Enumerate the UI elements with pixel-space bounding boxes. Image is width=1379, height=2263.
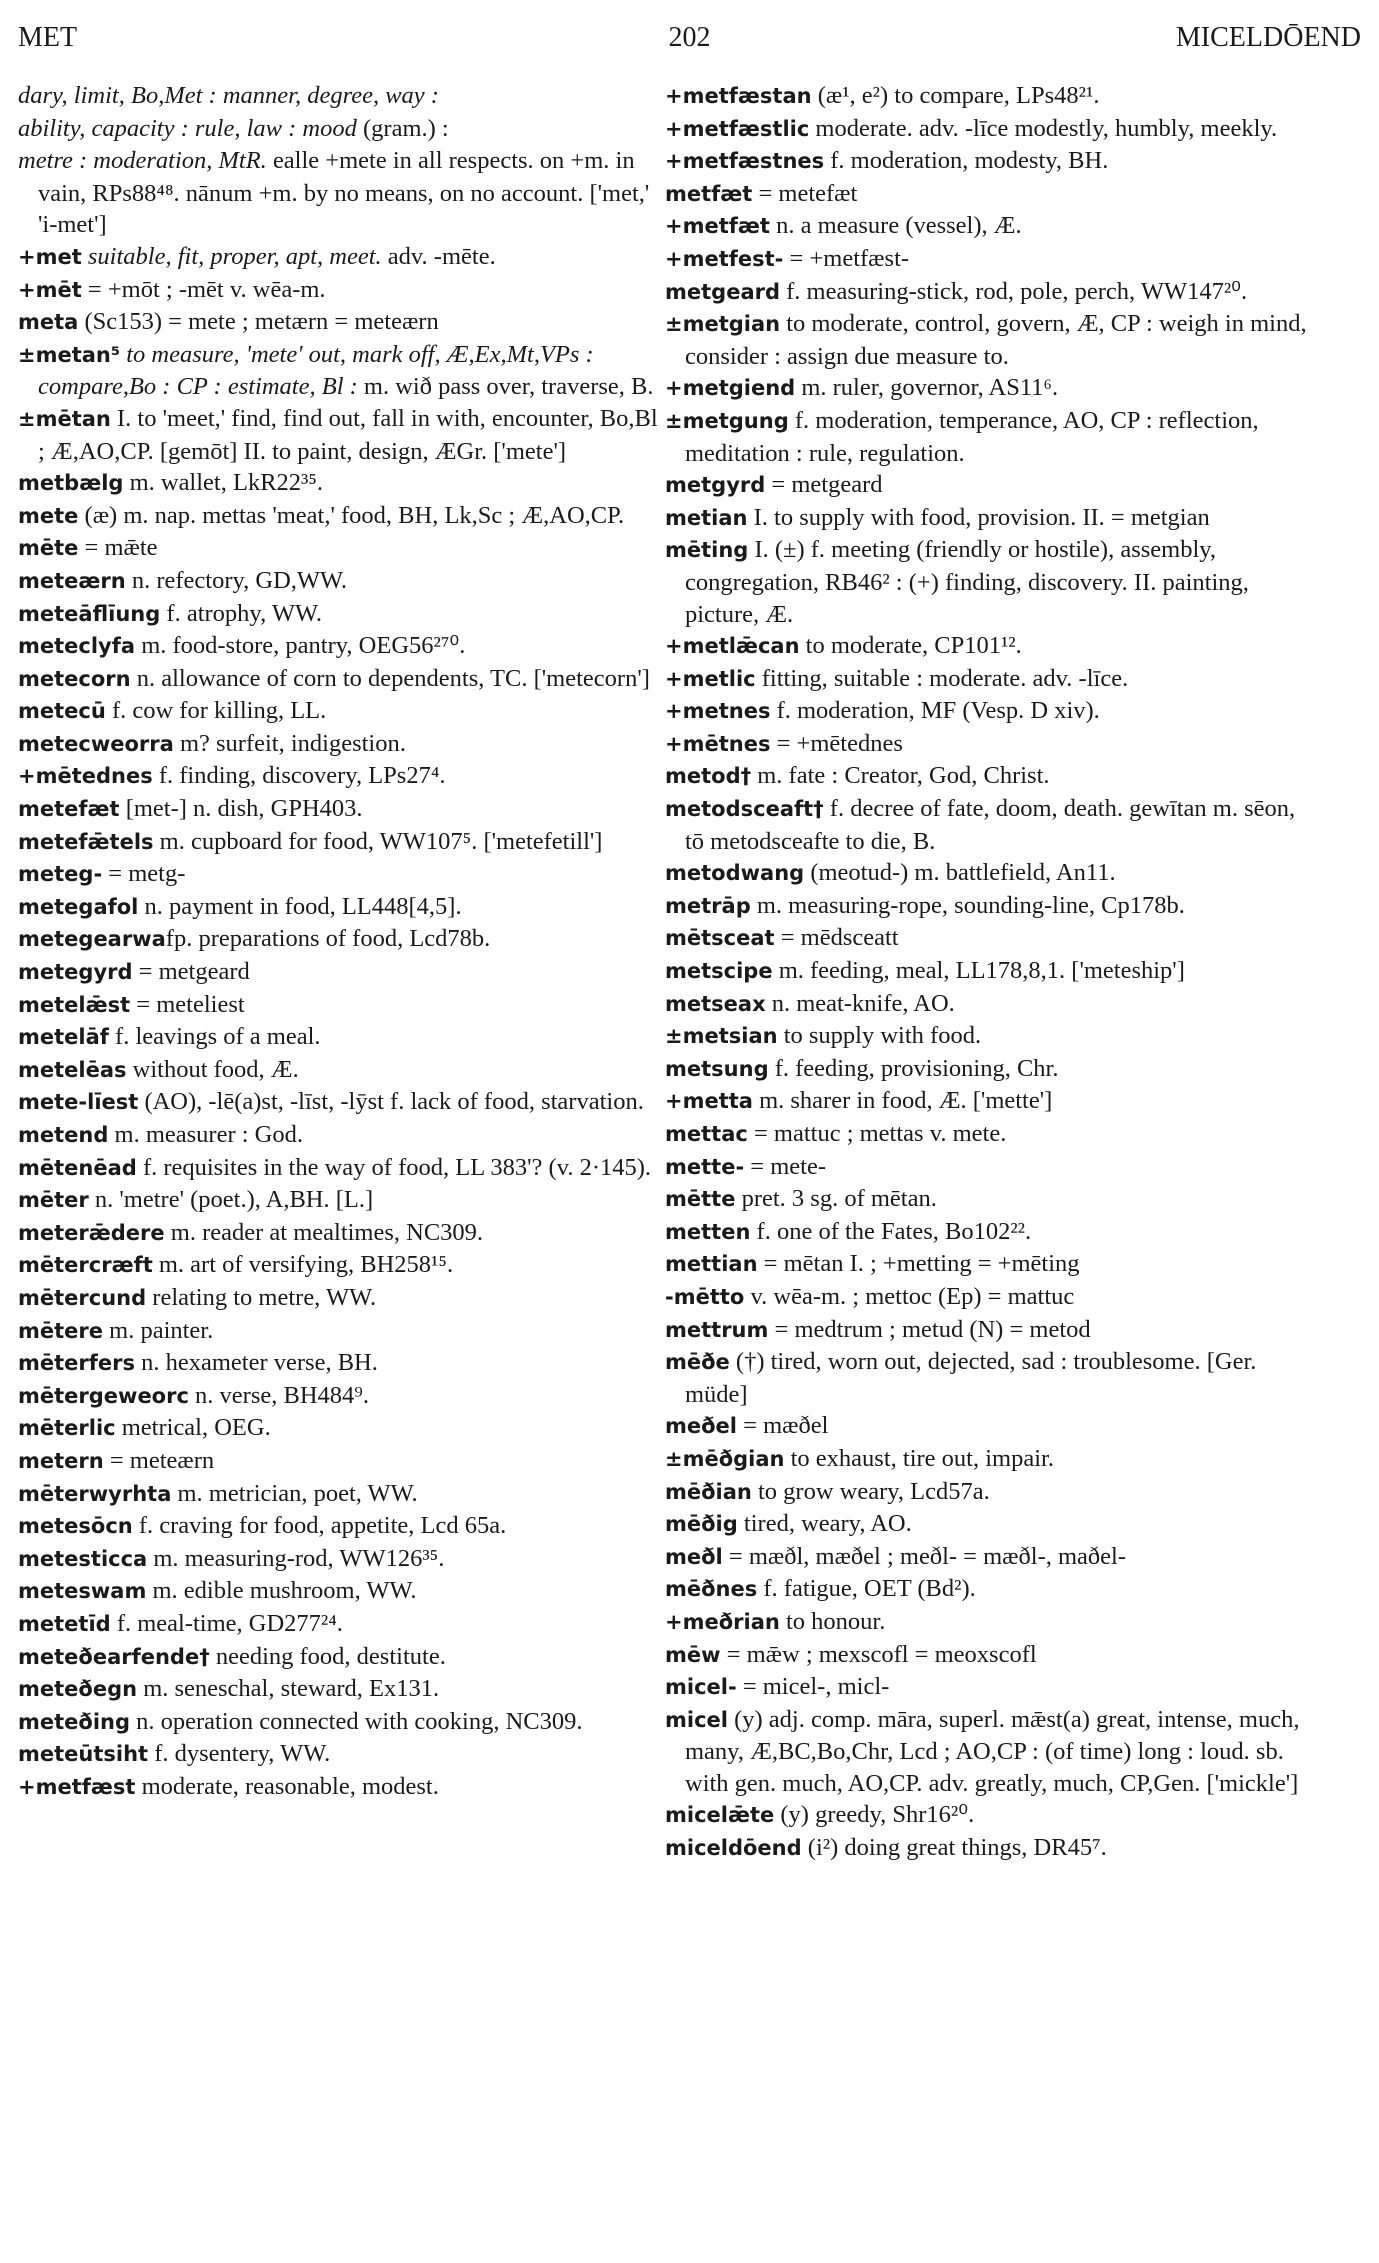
dictionary-entry (665, 534, 1313, 630)
entry-headword: metsung (665, 1056, 769, 1081)
entry-body: m. measuring-rope, sounding-line, Cp178b. (750, 891, 1185, 919)
entry-body: n. 'metre' (poet.), A,BH. [L.] (88, 1186, 374, 1214)
dictionary-entry (18, 1347, 666, 1380)
entry-headword: micel (665, 1707, 728, 1732)
entry-body: f. one of the Fates, Bo102²². (750, 1217, 1032, 1245)
entry-body: m. edible mushroom, WW. (146, 1577, 417, 1605)
entry-headword: mēter (18, 1188, 89, 1213)
dictionary-entry (18, 339, 666, 403)
entry-headword: meðl (665, 1544, 723, 1569)
dictionary-entry (18, 1119, 666, 1152)
dictionary-entry (18, 306, 666, 339)
dictionary-entry (665, 793, 1313, 857)
entry-body: v. wēa-m. ; mettoc (Ep) = mattuc (744, 1282, 1075, 1310)
dictionary-entry (18, 145, 666, 241)
entry-body: = mētan I. ; +metting = +mēting (757, 1250, 1080, 1278)
entry-body: (AO), -lē(a)st, -līst, -lȳst f. lack of food, starvation. (138, 1088, 644, 1116)
entry-body: = meteliest (130, 990, 245, 1018)
dictionary-entry (665, 1281, 1313, 1314)
entry-body: to supply with food. (777, 1022, 982, 1050)
entry-body: n. meat-knife, AO. (765, 989, 955, 1017)
dictionary-entry (18, 891, 666, 924)
entry-headword: mētsceat (665, 926, 775, 951)
entry-headword: meteðegn (18, 1677, 138, 1702)
entry-headword: -mētto (665, 1284, 745, 1309)
entry-body: n. payment in food, LL448[4,5]. (138, 892, 462, 920)
entry-headword: metefæt (18, 797, 120, 822)
entry-headword: metian (665, 505, 748, 530)
dictionary-entry (18, 532, 666, 565)
entry-definition: to measure, 'mete' out, mark off, Æ,Ex,Mt,VPs : compare,Bo : CP : estimate, Bl : (38, 340, 594, 401)
entry-definition: metre : moderation, MtR. (18, 147, 267, 175)
entry-headword: metegearwa (18, 927, 166, 952)
entry-headword: metern (18, 1448, 104, 1473)
entry-body: n. verse, BH484⁹. (188, 1381, 369, 1409)
dictionary-entry (18, 630, 666, 663)
entry-body: fp. preparations of food, Lcd78b. (165, 925, 491, 953)
entry-body: to grow weary, Lcd57a. (751, 1477, 990, 1505)
entry-body: I. to 'meet,' find, find out, fall in with, encounter, Bo,Bl ; Æ,AO,CP. [gemōt] II. to paint, design, ÆGr. ['mete'] (38, 404, 658, 465)
dictionary-entry (665, 469, 1313, 502)
entry-headword: mēw (665, 1642, 721, 1667)
entry-body: (†) tired, worn out, dejected, sad : troublesome. [Ger. müde] (685, 1348, 1257, 1408)
dictionary-entry (18, 858, 666, 891)
entry-headword: +mētnes (665, 731, 771, 756)
entry-headword: mēte (18, 536, 79, 561)
dictionary-entry (665, 178, 1313, 211)
entry-headword: meðel (665, 1414, 737, 1439)
dictionary-entry (665, 1573, 1313, 1606)
entry-body: f. fatigue, OET (Bd²). (757, 1575, 976, 1603)
entry-headword: ±metgian (665, 312, 781, 337)
dictionary-entry (18, 500, 666, 533)
entry-headword: metegyrd (18, 960, 133, 985)
dictionary-entry (665, 663, 1313, 696)
entry-headword: metelāf (18, 1025, 109, 1050)
entry-headword: +mēt (18, 277, 82, 302)
entry-body: I. (±) f. meeting (friendly or hostile), assembly, congregation, RB46² : (+) finding, discovery. II. painting, picture, Æ. (685, 536, 1249, 628)
dictionary-entry (665, 1671, 1313, 1704)
entry-body: tired, weary, AO. (737, 1510, 912, 1538)
entry-headword: +met (18, 244, 82, 269)
entry-body: f. feeding, provisioning, Chr. (768, 1054, 1059, 1082)
entry-body: m. food-store, pantry, OEG56²⁷⁰. (135, 632, 466, 660)
dictionary-entry (18, 241, 666, 274)
dictionary-entry (18, 1478, 666, 1511)
entry-body: f. cow for killing, LL. (105, 697, 327, 725)
dictionary-entry (18, 1184, 666, 1217)
dictionary-entry (665, 728, 1313, 761)
entry-headword: ±metsian (665, 1024, 778, 1049)
entry-body: n. hexameter verse, BH. (135, 1349, 378, 1377)
dictionary-entry (18, 1282, 666, 1315)
entry-headword: +metnes (665, 699, 771, 724)
dictionary-entry (665, 1053, 1313, 1086)
entry-body: ealle +mete in all respects. on +m. in vain, RPs88⁴⁸. nānum +m. by no means, on no account. ['met,' 'i-met'] (38, 147, 650, 239)
entry-headword: metfæt (665, 181, 753, 206)
entry-headword: meteāflīung (18, 601, 161, 626)
entry-body: = metgeard (132, 958, 250, 986)
dictionary-entry (665, 1508, 1313, 1541)
running-head-left: MET (18, 22, 78, 53)
dictionary-entry (665, 922, 1313, 955)
entry-body: = +mētednes (770, 729, 903, 757)
dictionary-entry (665, 1606, 1313, 1639)
dictionary-entry (665, 210, 1313, 243)
entry-body: m. feeding, meal, LL178,8,1. ['meteship'] (772, 957, 1185, 985)
right-column (665, 80, 1313, 1865)
dictionary-entry (665, 1443, 1313, 1476)
entry-headword: mēterwyrhta (18, 1481, 172, 1506)
entry-headword: mētergeweorc (18, 1383, 189, 1408)
dictionary-entry (18, 1445, 666, 1478)
entry-definition: ability, capacity : rule, law : mood (18, 114, 357, 142)
entry-headword: meteclyfa (18, 634, 136, 659)
dictionary-entry (18, 80, 666, 113)
entry-headword: +metlic (665, 666, 756, 691)
entry-headword: meteūtsiht (18, 1742, 149, 1767)
entry-headword: metrāp (665, 893, 751, 918)
entry-headword: metecū (18, 699, 106, 724)
dictionary-entry (665, 1476, 1313, 1509)
entry-headword: mettac (665, 1122, 748, 1146)
entry-headword: metodwang (665, 861, 805, 886)
dictionary-entry (18, 467, 666, 500)
entry-headword: mētercræft (18, 1253, 153, 1278)
entry-headword: meterǣdere (18, 1220, 165, 1245)
entry-headword: +metta (665, 1089, 753, 1114)
dictionary-entry (665, 243, 1313, 276)
entry-headword: metseax (665, 991, 766, 1016)
entry-body: (y) adj. comp. māra, superl. mǣst(a) great, intense, much, many, Æ,BC,Bo,Chr, Lcd ; AO,CP : (of time) long : loud. sb. with gen. much, AO,CP. adv. greatly, much, CP,Gen. ['mickle'] (685, 1705, 1300, 1797)
dictionary-entry (665, 1639, 1313, 1672)
entry-headword: +metfest- (665, 246, 784, 271)
dictionary-entry (18, 403, 666, 467)
dictionary-entry (18, 1575, 666, 1608)
dictionary-entry (18, 1771, 666, 1804)
dictionary-entry (665, 502, 1313, 535)
dictionary-entry (665, 1216, 1313, 1249)
entry-body: I. to supply with food, provision. II. = metgian (747, 503, 1210, 531)
dictionary-entry (18, 1315, 666, 1348)
entry-body: n. allowance of corn to dependents, TC. ['metecorn'] (130, 664, 650, 692)
entry-body: f. moderation, modesty, BH. (824, 147, 1109, 175)
entry-headword: meteðing (18, 1709, 131, 1734)
entry-body: n. operation connected with cooking, NC309. (130, 1707, 583, 1735)
dictionary-entry (665, 1799, 1313, 1832)
dictionary-entry (665, 145, 1313, 178)
entry-headword: metesticca (18, 1546, 148, 1571)
entry-body: (gram.) : (356, 114, 449, 142)
dictionary-entry (18, 1608, 666, 1641)
entry-headword: metgyrd (665, 473, 766, 498)
entry-headword: metodsceaft† (665, 797, 824, 822)
dictionary-entry (665, 1314, 1313, 1347)
dictionary-entry (18, 1412, 666, 1445)
dictionary-entry (665, 1541, 1313, 1574)
entry-headword: +mētednes (18, 764, 153, 789)
entry-body: = +mōt ; -mēt v. wēa-m. (81, 275, 326, 303)
entry-body: to honour. (779, 1607, 886, 1635)
entry-body: pret. 3 sg. of mētan. (735, 1185, 937, 1213)
entry-headword: mēðian (665, 1479, 752, 1504)
running-head-right: MICELDŌEND (1175, 22, 1361, 53)
entry-body: = meteærn (103, 1446, 215, 1474)
entry-body: = +metfæst- (783, 244, 910, 272)
dictionary-entry (665, 890, 1313, 923)
dictionary-entry (665, 113, 1313, 146)
entry-definition: dary, limit, Bo,Met : manner, degree, way : (18, 82, 439, 109)
entry-body: f. leavings of a meal. (108, 1023, 321, 1051)
dictionary-entry (18, 1217, 666, 1250)
entry-headword: mēðe (665, 1350, 730, 1375)
dictionary-entry (18, 923, 666, 956)
dictionary-entry (18, 1738, 666, 1771)
dictionary-entry (18, 1673, 666, 1706)
entry-headword: mētere (18, 1318, 104, 1343)
entry-body: = metgeard (765, 471, 883, 499)
entry-headword: meteg- (18, 862, 103, 887)
entry-body: f. atrophy, WW. (160, 599, 322, 627)
entry-body: adv. -mēte. (381, 242, 496, 270)
dictionary-entry (665, 988, 1313, 1021)
entry-headword: +metlǣcan (665, 634, 800, 659)
entry-body: (Sc153) = mete ; metærn = meteærn (78, 308, 439, 336)
entry-headword: mēterfers (18, 1351, 135, 1376)
entry-body: m. measurer : God. (108, 1121, 303, 1148)
entry-body: f. requisites in the way of food, LL 383'? (v. 2·145). (136, 1153, 652, 1181)
entry-body: m. cupboard for food, WW107⁵. ['metefetill'] (153, 827, 603, 855)
dictionary-entry (18, 274, 666, 307)
dictionary-entry (665, 857, 1313, 890)
entry-body: moderate, reasonable, modest. (135, 1772, 439, 1800)
entry-body: f. finding, discovery, LPs27⁴. (152, 762, 446, 790)
entry-headword: metelǣst (18, 992, 131, 1017)
entry-headword: mettrum (665, 1317, 769, 1342)
entry-headword: ±mētan (18, 406, 111, 431)
dictionary-entry (18, 1510, 666, 1543)
entry-body: m. measuring-rod, WW126³⁵. (147, 1544, 445, 1572)
entry-headword: +metfæstnes (665, 149, 825, 174)
entry-headword: mete (18, 503, 79, 528)
entry-body: = mattuc ; mettas v. mete. (747, 1120, 1007, 1147)
entry-body: m. metrician, poet, WW. (171, 1479, 418, 1507)
entry-headword: metetīd (18, 1611, 111, 1636)
entry-body: fitting, suitable : moderate. adv. -līce. (755, 664, 1129, 692)
entry-body: = micel-, micl- (736, 1673, 890, 1701)
entry-definition: suitable, fit, proper, apt, meet. (81, 242, 382, 270)
dictionary-entry (665, 1118, 1313, 1151)
entry-headword: mēðig (665, 1512, 738, 1537)
entry-body: metrical, OEG. (115, 1414, 271, 1442)
dictionary-entry (665, 760, 1313, 793)
entry-body: = mēdsceatt (774, 924, 899, 952)
entry-headword: +metgiend (665, 376, 796, 401)
dictionary-entry (665, 695, 1313, 728)
entry-headword: metefǣtels (18, 829, 154, 854)
entry-headword: metbælg (18, 471, 124, 496)
dictionary-entry (18, 760, 666, 793)
dictionary-entry (665, 1183, 1313, 1216)
entry-body: f. moderation, temperance, AO, CP : reflection, meditation : rule, regulation. (685, 406, 1259, 467)
entry-body: to exhaust, tire out, impair. (784, 1444, 1054, 1472)
entry-body: m. art of versifying, BH258¹⁵. (152, 1251, 454, 1279)
dictionary-entry (18, 1249, 666, 1282)
entry-body: = metg- (102, 860, 186, 888)
entry-headword: mettian (665, 1252, 758, 1277)
entry-headword: mētte (665, 1187, 736, 1212)
dictionary-entry (18, 598, 666, 631)
dictionary-entry (665, 276, 1313, 309)
entry-body: m. wið pass over, traverse, B. (357, 373, 654, 401)
entry-headword: ±mēðgian (665, 1446, 785, 1471)
entry-headword: +metfæst (18, 1774, 136, 1799)
left-column (18, 80, 666, 1803)
entry-body: f. dysentery, WW. (148, 1740, 331, 1768)
dictionary-entry (665, 1248, 1313, 1281)
entry-body: to moderate, control, govern, Æ, CP : weigh in mind, consider : assign due measure to. (685, 310, 1307, 370)
entry-body: relating to metre, WW. (146, 1283, 377, 1311)
entry-body: m? surfeit, indigestion. (173, 729, 406, 757)
entry-headword: +metfæstlic (665, 116, 810, 141)
entry-body: (meotud-) m. battlefield, An11. (804, 859, 1116, 887)
dictionary-entry (665, 1346, 1313, 1410)
dictionary-entry (18, 1054, 666, 1087)
dictionary-entry (18, 695, 666, 728)
entry-body: moderate. adv. -līce modestly, humbly, meekly. (809, 114, 1278, 142)
dictionary-entry (665, 630, 1313, 663)
entry-body: without food, Æ. (126, 1055, 299, 1083)
dictionary-entry (665, 955, 1313, 988)
entry-headword: ±metan⁵ (18, 342, 121, 367)
entry-body: m. reader at mealtimes, NC309. (164, 1218, 484, 1246)
entry-headword: meteswam (18, 1579, 147, 1604)
dictionary-entry (18, 793, 666, 826)
entry-body: f. moderation, MF (Vesp. D xiv). (770, 697, 1100, 725)
entry-headword: metscipe (665, 959, 773, 984)
entry-body: = mæðel (737, 1412, 829, 1440)
dictionary-entry (18, 1706, 666, 1739)
dictionary-entry (665, 1410, 1313, 1443)
entry-headword: meteðearfende† (18, 1644, 210, 1669)
entry-body: m. wallet, LkR22³⁵. (123, 469, 324, 497)
entry-body: = mæðl, mæðel ; meðl- = mæðl-, maðel- (722, 1542, 1127, 1570)
dictionary-entry (18, 1543, 666, 1576)
entry-body: to moderate, CP101¹². (799, 632, 1022, 660)
entry-body: m. fate : Creator, God, Christ. (751, 762, 1050, 790)
entry-body: = medtrum ; metud (N) = metod (768, 1315, 1091, 1343)
entry-headword: mētenēad (18, 1155, 137, 1180)
entry-body: = mete- (744, 1152, 827, 1180)
dictionary-entry (665, 308, 1313, 372)
dictionary-entry (18, 989, 666, 1022)
entry-body: m. seneschal, steward, Ex131. (137, 1675, 440, 1703)
entry-body: f. decree of fate, doom, death. gewītan m. sēon, tō metodsceafte to die, B. (685, 795, 1296, 855)
entry-headword: mētercund (18, 1285, 147, 1310)
entry-body: = mǣw ; mexscofl = meoxscofl (720, 1640, 1037, 1668)
entry-headword: metten (665, 1219, 751, 1244)
entry-headword: metecweorra (18, 731, 174, 756)
page-number: 202 (668, 22, 711, 53)
entry-headword: metend (18, 1123, 109, 1147)
dictionary-entry (18, 728, 666, 761)
entry-body: (i²) doing great things, DR45⁷. (801, 1834, 1107, 1862)
entry-headword: meta (18, 310, 79, 335)
entry-body: m. sharer in food, Æ. ['mette'] (752, 1087, 1053, 1115)
running-header (18, 22, 1361, 62)
entry-body: (æ) m. nap. mettas 'meat,' food, BH, Lk,Sc ; Æ,AO,CP. (78, 501, 625, 529)
entry-headword: mēðnes (665, 1577, 758, 1602)
dictionary-entry (665, 1704, 1313, 1800)
entry-headword: +metfæstan (665, 84, 812, 108)
entry-headword: micelǣte (665, 1803, 775, 1828)
entry-headword: mette- (665, 1154, 745, 1179)
dictionary-entry (18, 1152, 666, 1185)
entry-headword: metesōcn (18, 1514, 133, 1539)
dictionary-entry (665, 372, 1313, 405)
dictionary-entry (665, 1020, 1313, 1053)
entry-body: (æ¹, e²) to compare, LPs48²¹. (811, 82, 1100, 109)
entry-body: [met-] n. dish, GPH403. (119, 795, 363, 823)
dictionary-entry (18, 1641, 666, 1674)
dictionary-entry (18, 1086, 666, 1119)
entry-headword: metgeard (665, 279, 780, 304)
entry-headword: metod† (665, 764, 752, 789)
entry-headword: metegafol (18, 894, 139, 919)
entry-body: = mǣte (78, 534, 158, 562)
dictionary-entry (18, 663, 666, 696)
entry-headword: mēting (665, 538, 749, 563)
dictionary-entry (18, 1021, 666, 1054)
entry-body: n. refectory, GD,WW. (125, 566, 348, 594)
entry-headword: miceldōend (665, 1836, 802, 1861)
dictionary-entry (18, 565, 666, 598)
dictionary-entry (665, 405, 1313, 469)
entry-headword: mēterlic (18, 1416, 116, 1441)
dictionary-entry (18, 956, 666, 989)
entry-body: f. measuring-stick, rod, pole, perch, WW147²⁰. (780, 277, 1248, 305)
dictionary-entry (18, 113, 666, 146)
entry-body: f. meal-time, GD277²⁴. (110, 1609, 343, 1637)
entry-body: n. a measure (vessel), Æ. (769, 212, 1022, 240)
entry-body: = metefæt (752, 179, 858, 207)
entry-headword: +metfæt (665, 214, 770, 239)
entry-body: (y) greedy, Shr16²⁰. (774, 1801, 975, 1829)
entry-body: m. painter. (103, 1316, 214, 1344)
entry-headword: meteærn (18, 568, 126, 593)
dictionary-entry (18, 1380, 666, 1413)
entry-body: m. ruler, governor, AS11⁶. (795, 374, 1059, 402)
entry-headword: micel- (665, 1675, 737, 1700)
entry-headword: metecorn (18, 666, 131, 691)
dictionary-entry (665, 1085, 1313, 1118)
entry-body: f. craving for food, appetite, Lcd 65a. (132, 1512, 507, 1540)
entry-headword: metelēas (18, 1057, 127, 1082)
entry-headword: mete-līest (18, 1090, 139, 1115)
dictionary-entry (665, 1832, 1313, 1865)
dictionary-entry (665, 80, 1313, 113)
entry-headword: ±metgung (665, 408, 789, 433)
dictionary-entry (665, 1151, 1313, 1184)
dictionary-entry (18, 826, 666, 859)
entry-body: needing food, destitute. (209, 1642, 446, 1670)
entry-headword: +meðrian (665, 1609, 780, 1634)
